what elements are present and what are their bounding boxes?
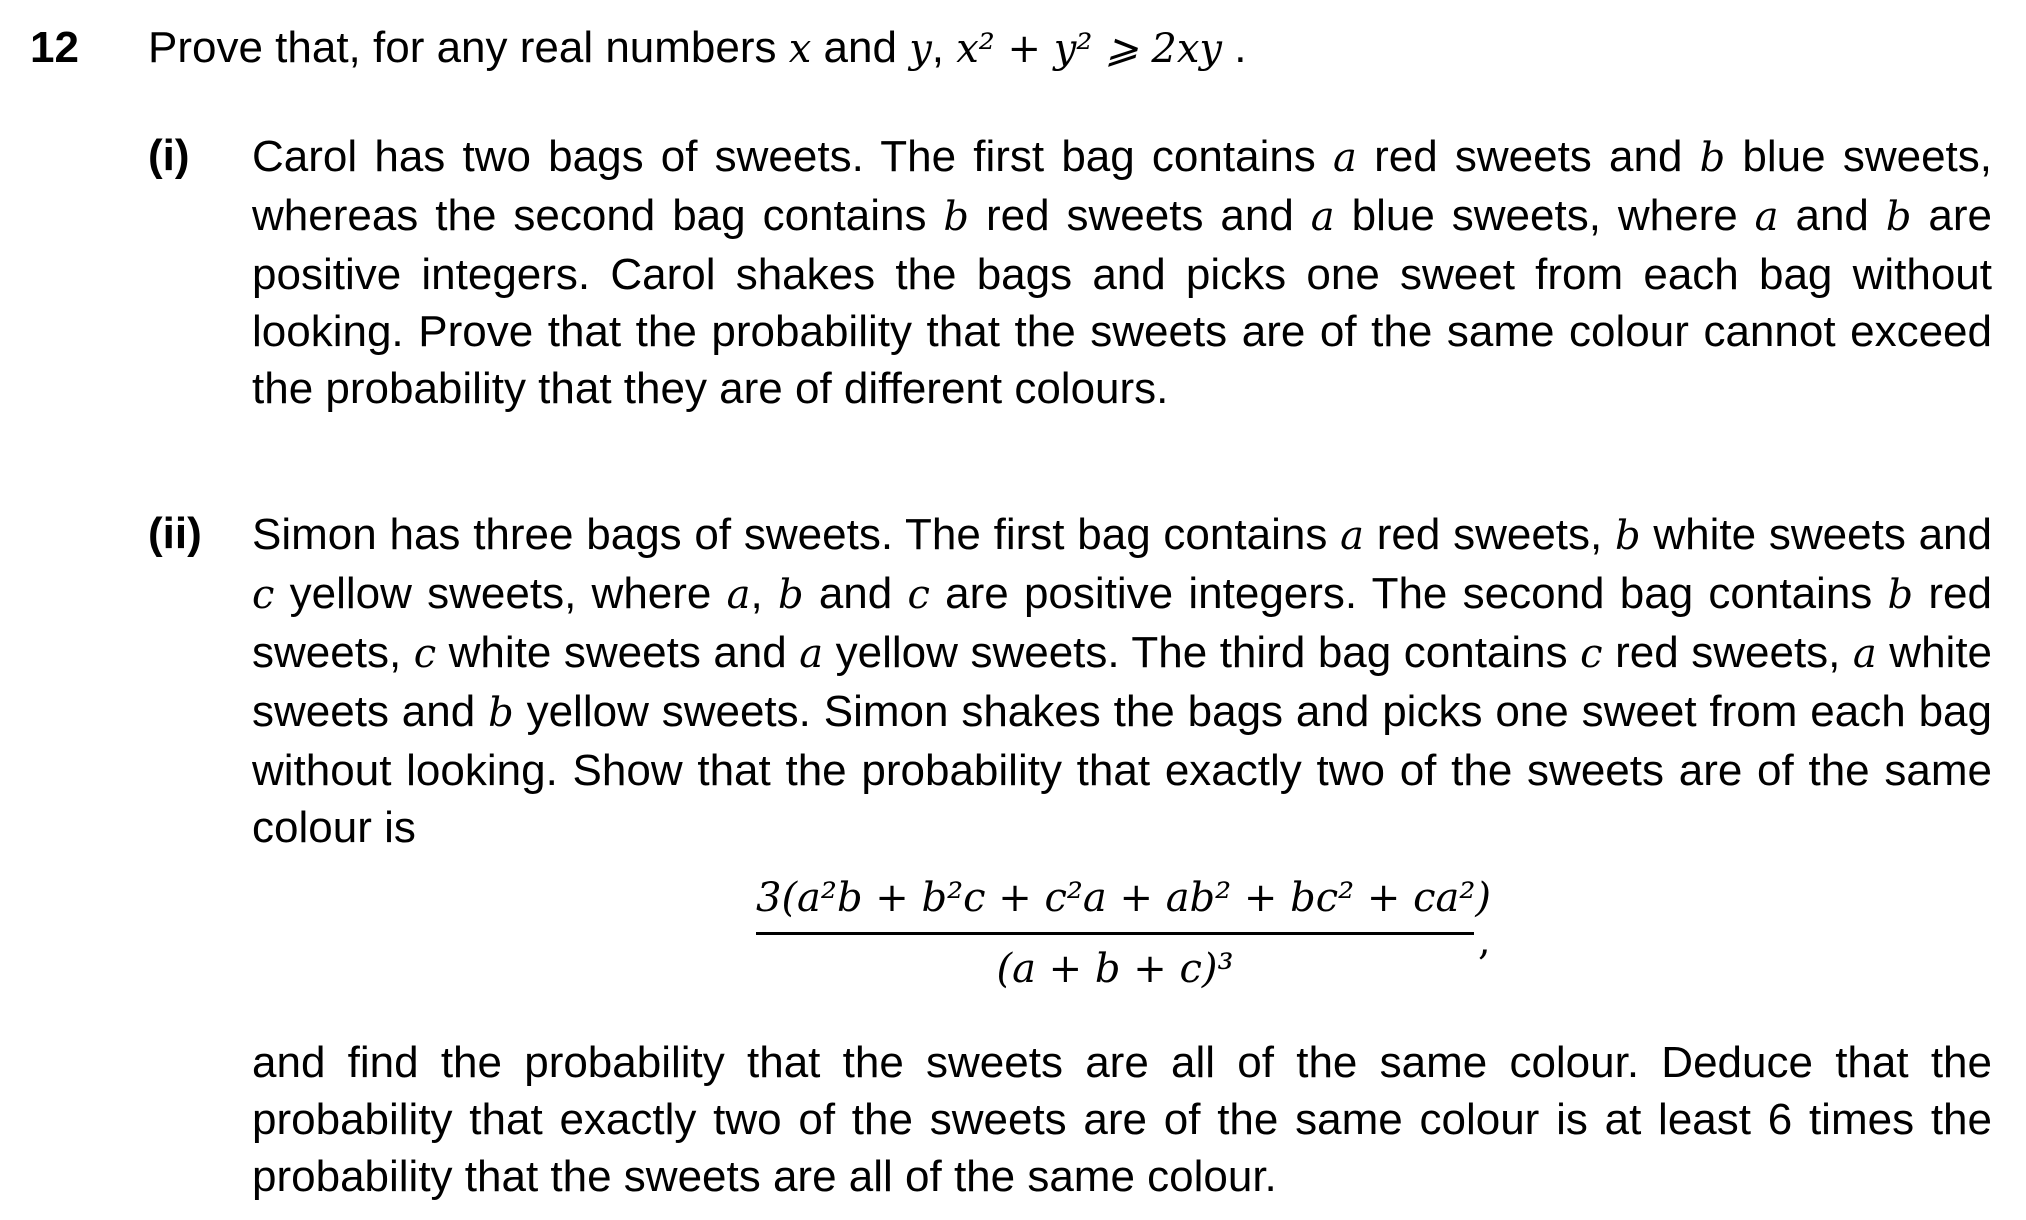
var-b: b — [1885, 194, 1912, 240]
part-ii-seg: red sweets, — [1602, 628, 1853, 677]
part-i-seg: red sweets and — [1356, 132, 1700, 181]
part-ii-seg: Simon has three bags of sweets. The first bag contains — [252, 510, 1341, 559]
part-i-seg: Carol has two bags of sweets. The first bag contains — [252, 132, 1334, 181]
part-i-label: (i) — [148, 131, 190, 180]
formula-denominator: (a + b + c)³ — [996, 946, 1234, 992]
formula-comma: , — [1478, 918, 1491, 964]
var-c: c — [413, 631, 437, 677]
var-b: b — [943, 194, 970, 240]
part-ii-seg: white sweets and — [252, 628, 1993, 736]
fraction-bar — [756, 932, 1474, 935]
intro-var-x: x — [788, 26, 812, 72]
var-b: b — [777, 572, 804, 618]
question-intro: Prove that, for any real numbers x and y, x² + y² ⩾ 2xy . — [148, 23, 1247, 72]
part-i-seg: are positive integers. Carol shakes the bags and picks one sweet from each bag without looking. Prove that the probability that the sweets are of the same colour cannot exceed the probability that they are of different colours. — [252, 191, 1992, 413]
part-i-text — [252, 128, 1992, 417]
part-ii-seg: red sweets, — [1363, 510, 1616, 559]
part-i-seg: blue sweets, where — [1334, 191, 1755, 240]
part-ii-seg: white sweets and — [1640, 510, 1992, 559]
part-ii-text — [252, 506, 1992, 856]
part-i-seg: blue sweets, whereas the second bag contains — [252, 132, 1992, 240]
var-b: b — [1615, 513, 1641, 559]
var-a: a — [1852, 631, 1877, 677]
var-a: a — [726, 572, 751, 618]
var-b: b — [1699, 135, 1726, 181]
intro-var-y: y — [909, 26, 932, 72]
part-ii-conclusion: and find the probability that the sweets are all of the same colour. Deduce that the probability that exactly two of the sweets are of the same colour is at least 6 times the probability that the sweets are all of the same colour. — [252, 1038, 1992, 1201]
var-b: b — [488, 690, 514, 736]
intro-inequality: x² + y² ⩾ 2xy — [956, 26, 1222, 72]
var-a: a — [1754, 194, 1779, 240]
var-c: c — [252, 572, 275, 618]
part-ii-seg: yellow sweets. The third bag contains — [823, 628, 1581, 677]
var-a: a — [1310, 194, 1335, 240]
part-i-seg: red sweets and — [969, 191, 1311, 240]
part-ii-seg: red sweets, — [252, 569, 1992, 677]
part-ii-seg: yellow sweets. Simon shakes the bags and picks one sweet from each bag without looking. Show that the probability that exactly two of the sweets are of the same colour is — [252, 687, 1992, 852]
part-ii-seg: yellow sweets, where — [274, 569, 727, 618]
part-ii-label: (ii) — [148, 509, 202, 558]
part-ii-seg: are positive integers. The second bag contains — [929, 569, 1888, 618]
formula-numerator: 3(a²b + b²c + c²a + ab² + bc² + ca²) — [756, 875, 1492, 921]
var-c: c — [907, 572, 930, 618]
part-ii-seg: white sweets and — [436, 628, 800, 677]
intro-prefix: Prove that, for any real numbers — [148, 23, 789, 72]
intro-end: . — [1221, 23, 1247, 72]
var-a: a — [1340, 513, 1364, 559]
var-a: a — [1333, 135, 1357, 181]
var-c: c — [1580, 631, 1603, 677]
part-ii-seg: , — [750, 569, 778, 618]
probability-formula — [756, 870, 1492, 997]
part-i-seg: and — [1778, 191, 1886, 240]
var-a: a — [799, 631, 824, 677]
intro-and: and — [811, 23, 910, 72]
question-number: 12 — [30, 23, 79, 72]
part-ii-seg: and — [803, 569, 908, 618]
var-b: b — [1887, 572, 1914, 618]
